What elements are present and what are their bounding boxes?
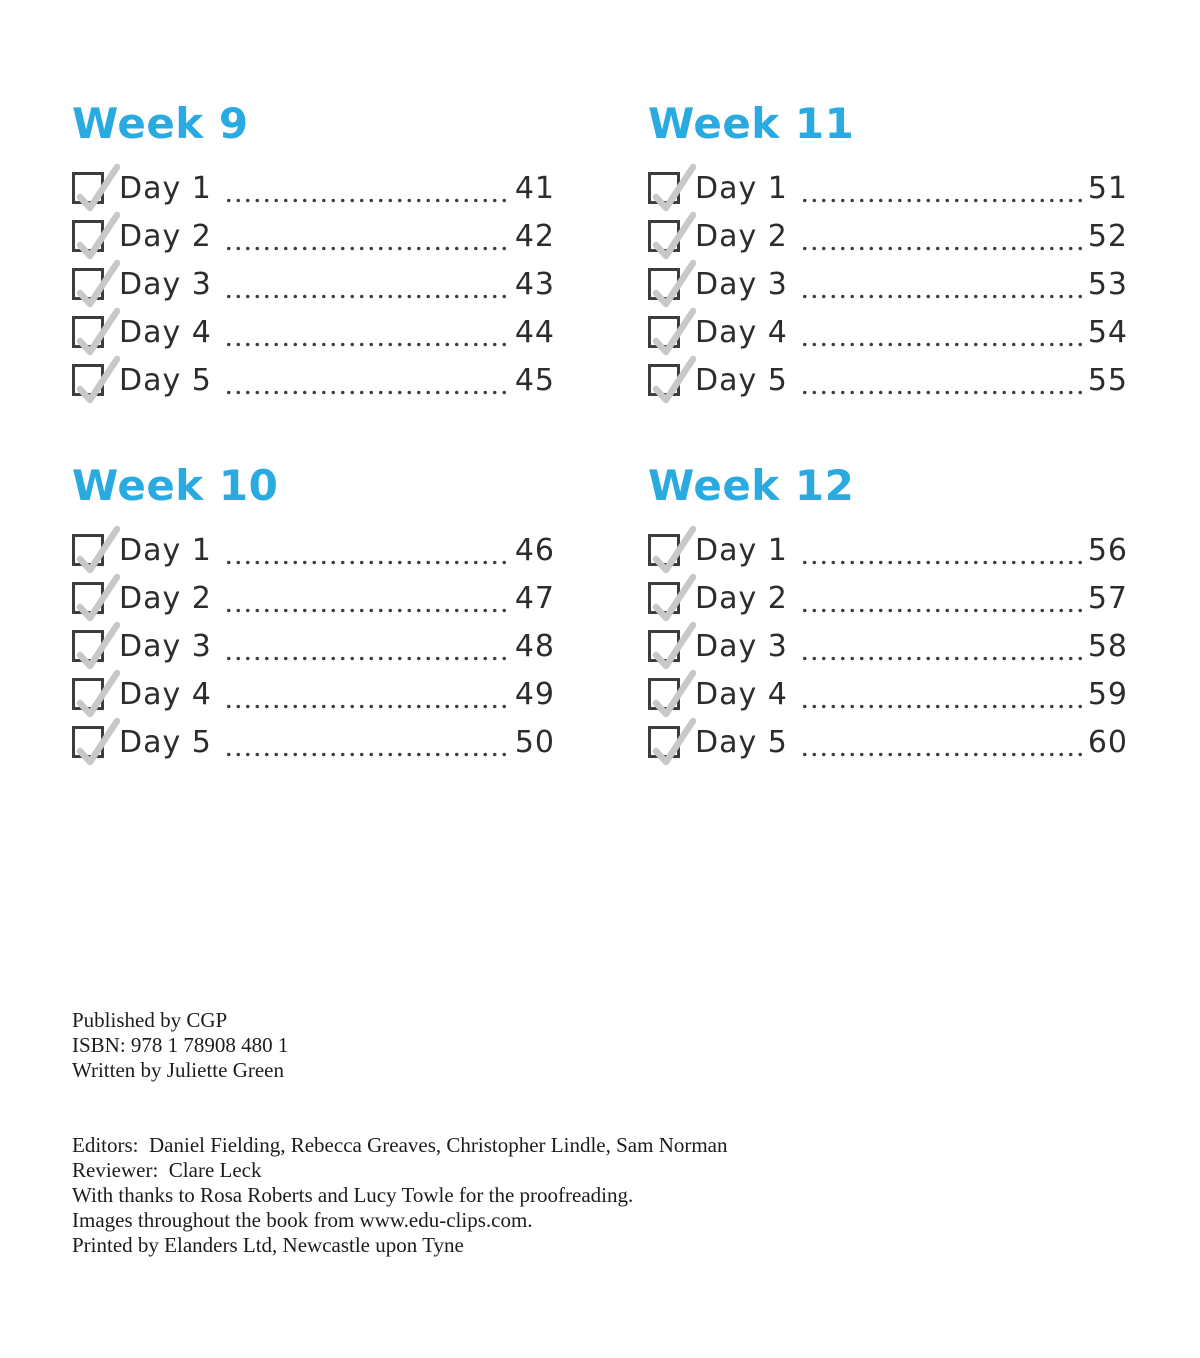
dotted-leader bbox=[800, 704, 1085, 709]
week-10-section bbox=[72, 462, 555, 766]
dotted-leader bbox=[800, 560, 1085, 565]
page-number: 45 bbox=[514, 362, 555, 398]
printed-by-line: Printed by Elanders Ltd, Newcastle upon Tyne bbox=[72, 1233, 464, 1257]
day-label: Day 2 bbox=[695, 580, 788, 616]
checkbox-checked-icon bbox=[648, 534, 680, 566]
dotted-leader bbox=[800, 608, 1085, 613]
toc-row bbox=[648, 622, 1128, 670]
page-number: 41 bbox=[514, 170, 555, 206]
checkbox-checked-icon bbox=[648, 630, 680, 662]
page-number: 46 bbox=[514, 532, 555, 568]
toc-row bbox=[648, 212, 1128, 260]
day-label: Day 5 bbox=[695, 724, 788, 760]
checkbox-checked-icon bbox=[648, 364, 680, 396]
day-label: Day 5 bbox=[695, 362, 788, 398]
page-number: 43 bbox=[514, 266, 555, 302]
day-label: Day 2 bbox=[119, 218, 212, 254]
checkbox-checked-icon bbox=[72, 534, 104, 566]
isbn-line: ISBN: 978 1 78908 480 1 bbox=[72, 1033, 289, 1057]
toc-row bbox=[72, 622, 555, 670]
reviewer-line: Reviewer: Clare Leck bbox=[72, 1158, 262, 1182]
checkbox-checked-icon bbox=[72, 630, 104, 662]
page-number: 57 bbox=[1087, 580, 1128, 616]
checkbox-checked-icon bbox=[72, 678, 104, 710]
page-number: 58 bbox=[1087, 628, 1128, 664]
checkbox-checked-icon bbox=[72, 268, 104, 300]
contents-grid bbox=[72, 100, 1128, 766]
toc-row bbox=[648, 670, 1128, 718]
toc-row bbox=[648, 308, 1128, 356]
page-number: 42 bbox=[514, 218, 555, 254]
editors-line: Editors: Daniel Fielding, Rebecca Greaves, Christopher Lindle, Sam Norman bbox=[72, 1133, 728, 1157]
checkbox-checked-icon bbox=[72, 582, 104, 614]
publication-credits bbox=[72, 1008, 1122, 1258]
checkbox-checked-icon bbox=[648, 316, 680, 348]
dotted-leader bbox=[800, 198, 1085, 203]
week-11-section bbox=[648, 100, 1128, 404]
page-number: 56 bbox=[1087, 532, 1128, 568]
day-label: Day 4 bbox=[119, 676, 212, 712]
day-label: Day 5 bbox=[119, 724, 212, 760]
dotted-leader bbox=[800, 752, 1085, 757]
dotted-leader bbox=[800, 342, 1085, 347]
page-number: 52 bbox=[1087, 218, 1128, 254]
checkbox-checked-icon bbox=[648, 220, 680, 252]
checkbox-checked-icon bbox=[72, 172, 104, 204]
dotted-leader bbox=[800, 246, 1085, 251]
checkbox-checked-icon bbox=[72, 316, 104, 348]
checkbox-checked-icon bbox=[648, 678, 680, 710]
checkbox-checked-icon bbox=[648, 268, 680, 300]
day-label: Day 3 bbox=[695, 628, 788, 664]
page-number: 53 bbox=[1087, 266, 1128, 302]
day-label: Day 2 bbox=[119, 580, 212, 616]
toc-row bbox=[648, 574, 1128, 622]
toc-row bbox=[72, 212, 555, 260]
page-number: 54 bbox=[1087, 314, 1128, 350]
week-12-heading: Week 12 bbox=[648, 461, 855, 510]
day-label: Day 2 bbox=[695, 218, 788, 254]
day-label: Day 4 bbox=[695, 676, 788, 712]
dotted-leader bbox=[224, 198, 512, 203]
images-credit-line: Images throughout the book from www.edu-clips.com. bbox=[72, 1208, 533, 1232]
day-label: Day 3 bbox=[695, 266, 788, 302]
published-by-line: Published by CGP bbox=[72, 1008, 228, 1032]
page-number: 48 bbox=[514, 628, 555, 664]
page-number: 50 bbox=[514, 724, 555, 760]
dotted-leader bbox=[800, 656, 1085, 661]
written-by-line: Written by Juliette Green bbox=[72, 1058, 284, 1082]
page-number: 55 bbox=[1087, 362, 1128, 398]
toc-row bbox=[72, 574, 555, 622]
dotted-leader bbox=[224, 560, 512, 565]
page-number: 59 bbox=[1087, 676, 1128, 712]
dotted-leader bbox=[224, 294, 512, 299]
dotted-leader bbox=[224, 704, 512, 709]
checkbox-checked-icon bbox=[648, 582, 680, 614]
week-11-heading: Week 11 bbox=[648, 99, 855, 148]
toc-row bbox=[72, 718, 555, 766]
checkbox-checked-icon bbox=[72, 220, 104, 252]
toc-row bbox=[72, 526, 555, 574]
week-10-heading: Week 10 bbox=[72, 461, 279, 510]
week-12-section bbox=[648, 462, 1128, 766]
dotted-leader bbox=[224, 390, 512, 395]
toc-row bbox=[72, 670, 555, 718]
day-label: Day 3 bbox=[119, 628, 212, 664]
page-number: 51 bbox=[1087, 170, 1128, 206]
day-label: Day 1 bbox=[695, 170, 788, 206]
toc-row bbox=[648, 164, 1128, 212]
thanks-line: With thanks to Rosa Roberts and Lucy Towle for the proofreading. bbox=[72, 1183, 634, 1207]
day-label: Day 1 bbox=[695, 532, 788, 568]
toc-row bbox=[648, 718, 1128, 766]
dotted-leader bbox=[800, 390, 1085, 395]
toc-row bbox=[648, 356, 1128, 404]
day-label: Day 5 bbox=[119, 362, 212, 398]
page-number: 60 bbox=[1087, 724, 1128, 760]
week-9-heading: Week 9 bbox=[72, 99, 249, 148]
toc-row bbox=[72, 356, 555, 404]
dotted-leader bbox=[224, 246, 512, 251]
day-label: Day 1 bbox=[119, 170, 212, 206]
day-label: Day 3 bbox=[119, 266, 212, 302]
dotted-leader bbox=[224, 656, 512, 661]
toc-row bbox=[648, 260, 1128, 308]
day-label: Day 1 bbox=[119, 532, 212, 568]
toc-row bbox=[72, 308, 555, 356]
checkbox-checked-icon bbox=[648, 726, 680, 758]
dotted-leader bbox=[224, 342, 512, 347]
dotted-leader bbox=[224, 752, 512, 757]
checkbox-checked-icon bbox=[648, 172, 680, 204]
week-9-section bbox=[72, 100, 555, 404]
day-label: Day 4 bbox=[695, 314, 788, 350]
page-number: 47 bbox=[514, 580, 555, 616]
dotted-leader bbox=[224, 608, 512, 613]
credits-block bbox=[72, 1083, 1122, 1133]
dotted-leader bbox=[800, 294, 1085, 299]
toc-row bbox=[72, 164, 555, 212]
toc-row bbox=[648, 526, 1128, 574]
day-label: Day 4 bbox=[119, 314, 212, 350]
checkbox-checked-icon bbox=[72, 364, 104, 396]
page-number: 49 bbox=[514, 676, 555, 712]
checkbox-checked-icon bbox=[72, 726, 104, 758]
toc-row bbox=[72, 260, 555, 308]
page-number: 44 bbox=[514, 314, 555, 350]
